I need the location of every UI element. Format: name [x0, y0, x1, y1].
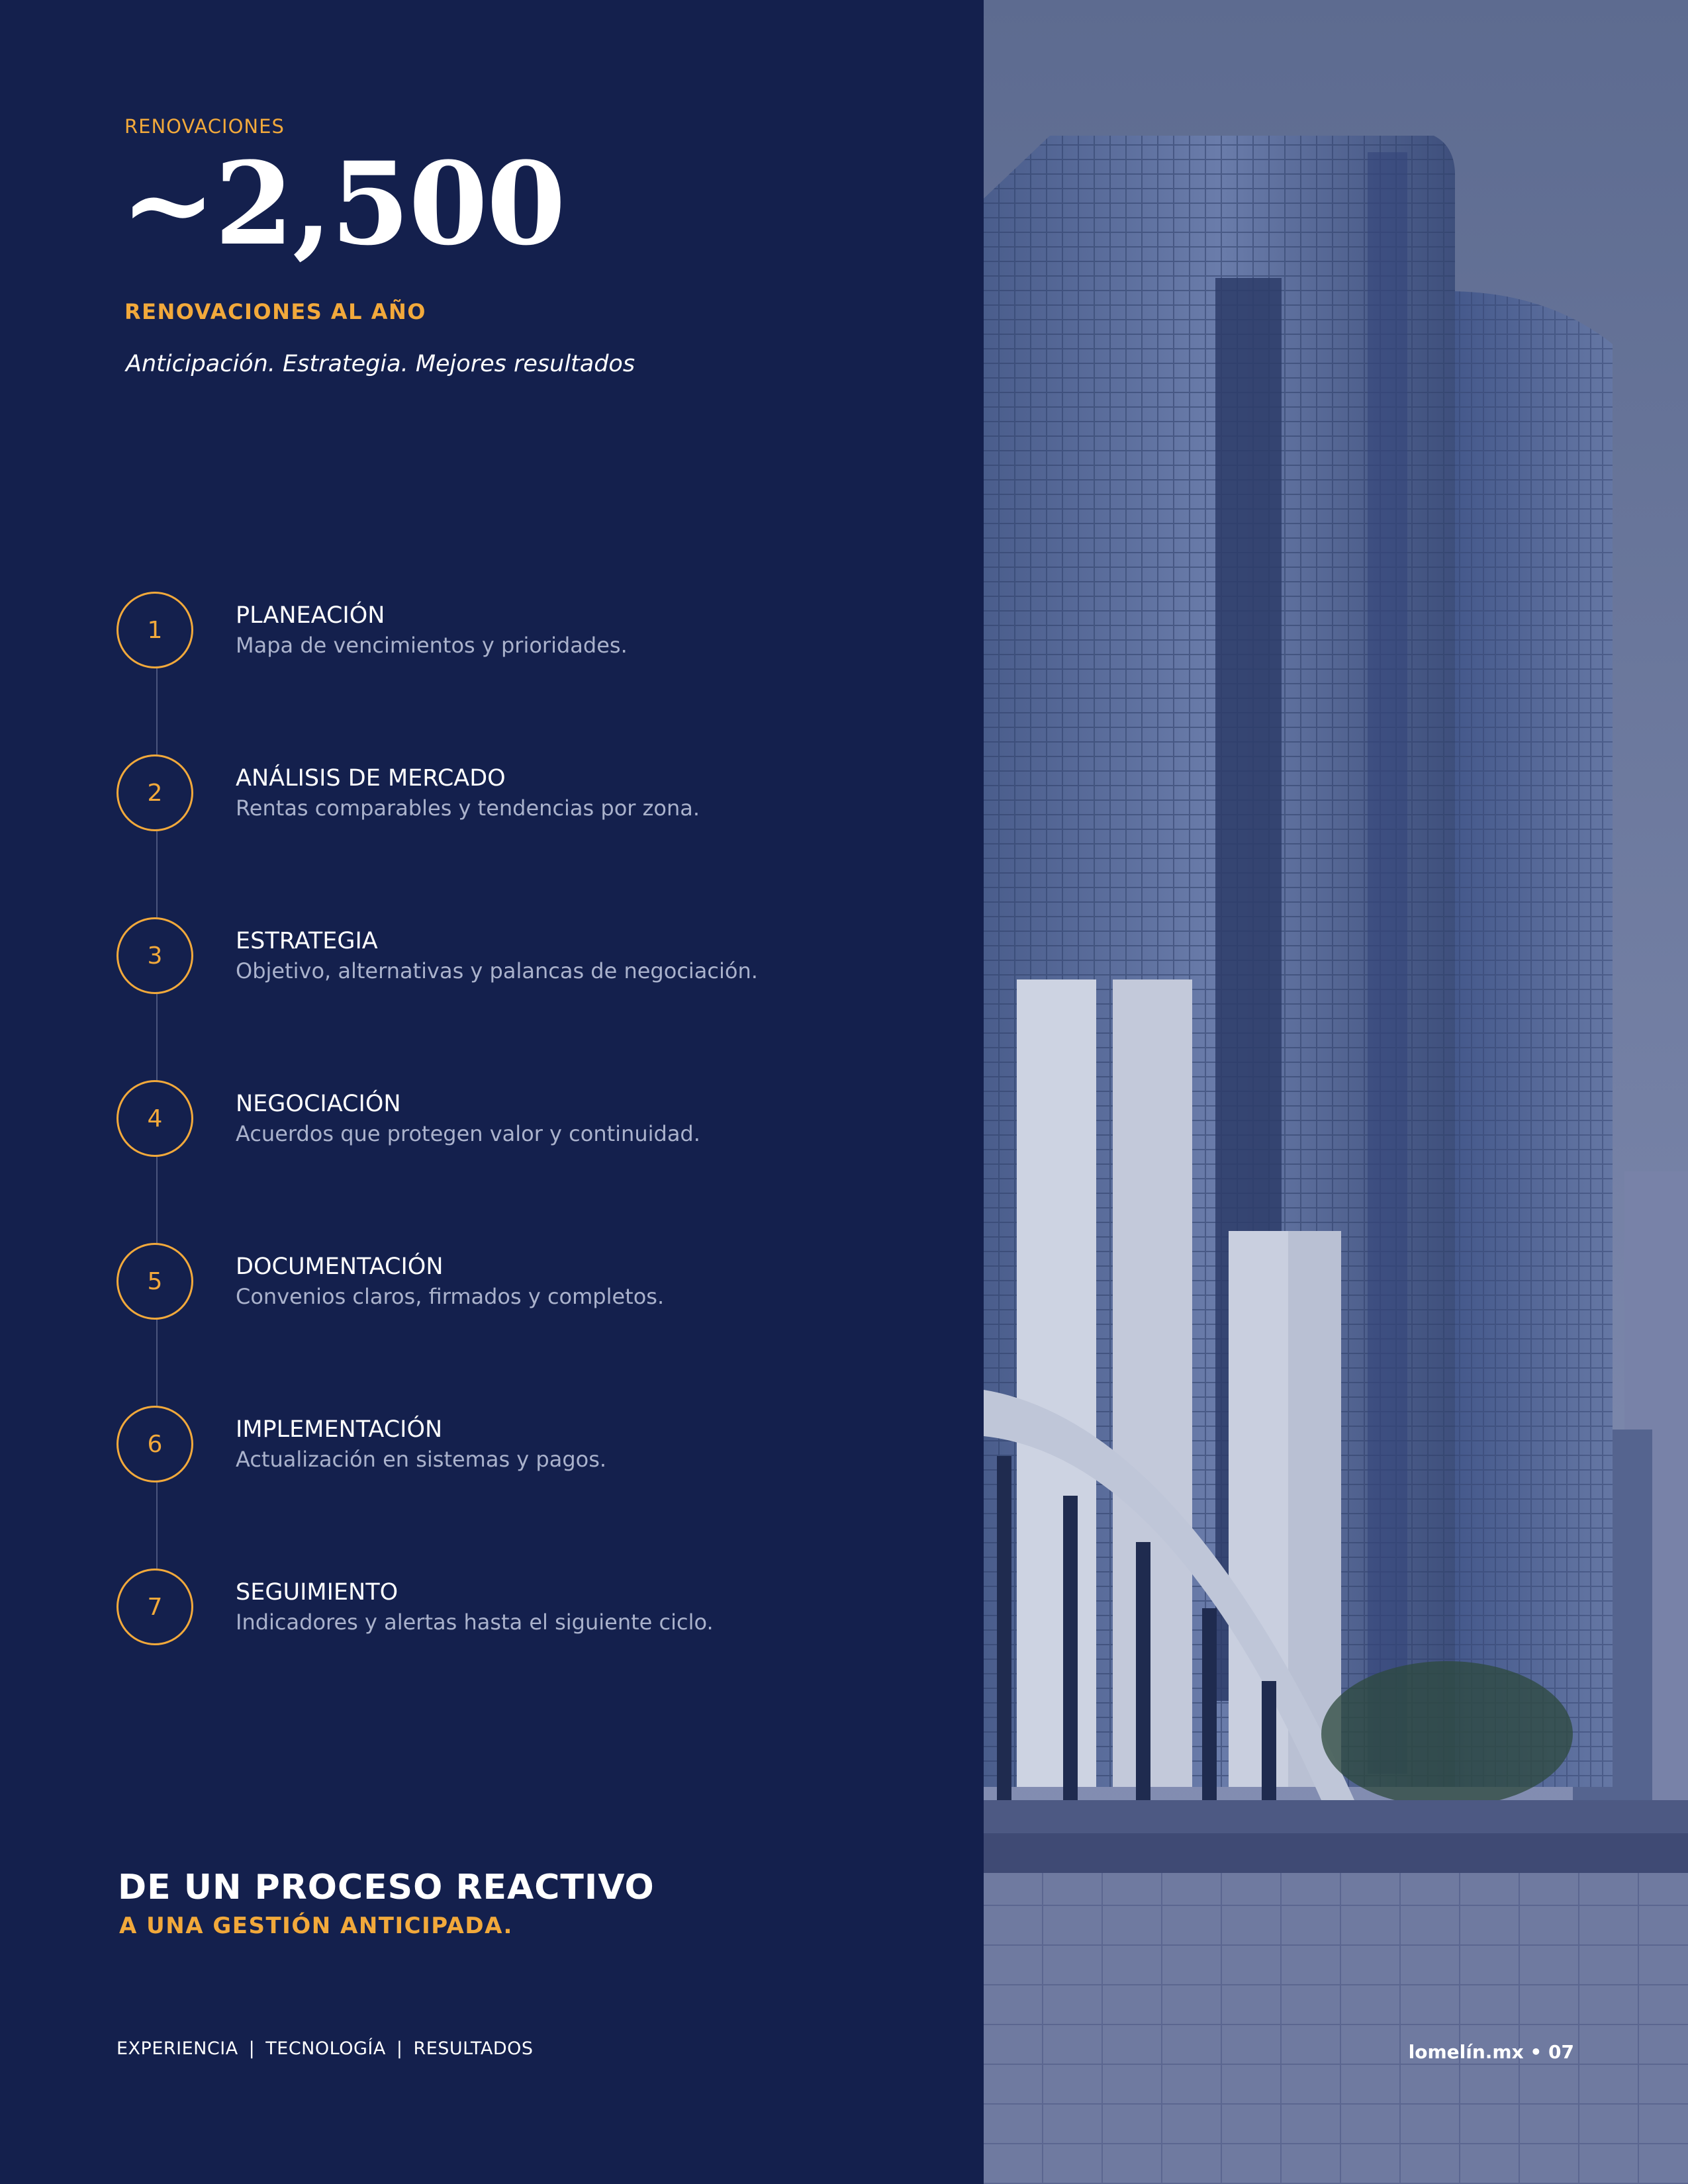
step-number-badge: 3	[117, 917, 193, 994]
process-step-7	[117, 1569, 911, 1648]
closing-statement-line-1: DE UN PROCESO REACTIVO	[118, 1868, 655, 1907]
headline-number: ~2,500	[120, 136, 565, 271]
pillar-resultados: RESULTADOS	[413, 2038, 534, 2059]
step-number-badge: 1	[117, 592, 193, 668]
step-number-badge: 5	[117, 1243, 193, 1320]
process-step-5	[117, 1243, 911, 1322]
step-description: Objetivo, alternativas y palancas de negociación.	[236, 958, 758, 983]
tagline: Anticipación. Estrategia. Mejores resultados	[126, 351, 635, 377]
step-number-badge: 4	[117, 1080, 193, 1157]
ledge	[984, 1800, 1688, 1833]
step-description: Actualización en sistemas y pagos.	[236, 1447, 607, 1472]
process-step-1	[117, 592, 911, 671]
process-step-3	[117, 917, 911, 997]
pillar-experiencia: EXPERIENCIA	[117, 2038, 238, 2059]
plaza-paving	[984, 1873, 1688, 2184]
step-description: Acuerdos que protegen valor y continuidad.	[236, 1121, 700, 1146]
footer-pillars	[117, 2038, 534, 2059]
pillar-left	[1017, 979, 1096, 1787]
building-illustration	[984, 0, 1688, 2184]
step-title: SEGUIMIENTO	[236, 1579, 399, 1606]
process-step-4	[117, 1080, 911, 1160]
closing-statement-line-2: A UNA GESTIÓN ANTICIPADA.	[119, 1913, 513, 1939]
step-title: IMPLEMENTACIÓN	[236, 1416, 443, 1443]
pillar-separator: |	[396, 2038, 403, 2059]
step-number-badge: 7	[117, 1569, 193, 1645]
step-description: Indicadores y alertas hasta el siguiente ciclo.	[236, 1610, 714, 1635]
headline-number-label: RENOVACIONES AL AÑO	[124, 299, 426, 324]
step-description: Rentas comparables y tendencias por zona.	[236, 796, 700, 821]
pillar-separator: |	[248, 2038, 256, 2059]
step-title: PLANEACIÓN	[236, 602, 385, 629]
pillar-tecnologia: TECNOLOGÍA	[265, 2038, 386, 2059]
pillar-center	[1113, 979, 1192, 1787]
trees	[1321, 1661, 1573, 1807]
step-title: ESTRATEGIA	[236, 928, 378, 954]
section-eyebrow: RENOVACIONES	[124, 115, 285, 138]
step-title: ANÁLISIS DE MERCADO	[236, 765, 506, 792]
process-step-2	[117, 754, 911, 834]
step-title: DOCUMENTACIÓN	[236, 1253, 444, 1280]
step-description: Mapa de vencimientos y prioridades.	[236, 633, 628, 658]
step-description: Convenios claros, firmados y completos.	[236, 1284, 665, 1309]
building-photo	[984, 0, 1688, 2184]
footer-site-page: lomelín.mx • 07	[1408, 2041, 1574, 2063]
step-number-badge: 2	[117, 754, 193, 831]
process-step-6	[117, 1406, 911, 1485]
step-number-badge: 6	[117, 1406, 193, 1482]
step-title: NEGOCIACIÓN	[236, 1091, 401, 1117]
